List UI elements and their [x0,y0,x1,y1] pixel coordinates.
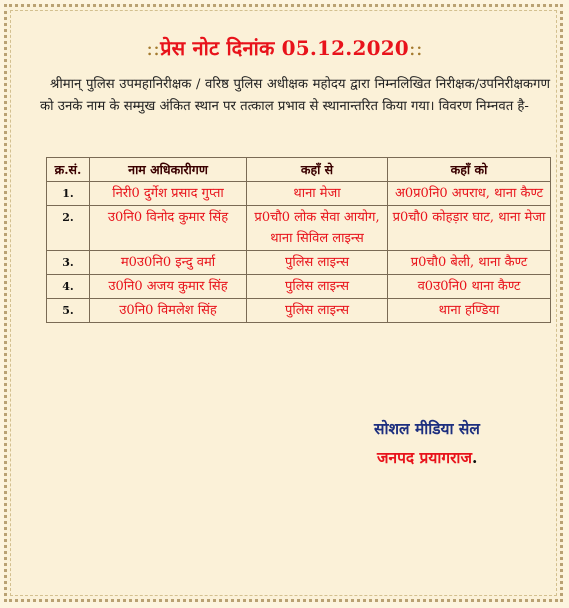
row-serial: 5. [47,299,90,323]
row-serial: 1. [47,182,90,206]
table-row [47,275,551,299]
col-header-to: कहाँ को [388,158,551,182]
row-to: प्र0चौ0 बेली, थाना कैण्ट [388,251,551,275]
table-row [47,299,551,323]
row-to: प्र0चौ0 कोहड़ार घाट, थाना मेजा [388,206,551,251]
transfer-table [46,157,551,323]
title-prefix: :: [146,36,161,60]
title-text: प्रेस नोट दिनांक 05.12.2020 [160,36,409,60]
row-from: पुलिस लाइन्स [247,251,388,275]
table-row [47,251,551,275]
signature-district [377,446,477,468]
row-officer-name: निरी0 दुर्गेश प्रसाद गुप्ता [90,182,247,206]
row-officer-name: उ0नि0 विमलेश सिंह [90,299,247,323]
title-suffix: :: [408,36,423,60]
table-header-row [47,158,551,182]
intro-paragraph: श्रीमान् पुलिस उपमहानिरीक्षक / वरिष्ठ पुलिस अधीक्षक महोदय द्वारा निम्नलिखित निरीक्षक/उपनिरीक्षकगण को उनके नाम के सम्मुख अंकित स्थान पर तत्काल प्रभाव से स्थानान्तरित किया गया। विवरण निम्नवत है- [40,77,550,114]
signature-department: सोशल मीडिया सेल [374,419,480,438]
row-to: व0उ0नि0 थाना कैण्ट [388,275,551,299]
row-to: अ0प्र0नि0 अपराध, थाना कैण्ट [388,182,551,206]
col-header-officer: नाम अधिकारीगण [90,158,247,182]
signature-period: . [471,448,478,467]
row-serial: 3. [47,251,90,275]
table-row [47,182,551,206]
row-from: पुलिस लाइन्स [247,299,388,323]
col-header-from: कहाँ से [247,158,388,182]
row-officer-name: म0उ0नि0 इन्दु वर्मा [90,251,247,275]
row-from: प्र0चौ0 लोक सेवा आयोग, थाना सिविल लाइन्स [247,206,388,251]
row-officer-name: उ0नि0 विनोद कुमार सिंह [90,206,247,251]
row-serial: 4. [47,275,90,299]
signature-district-text: जनपद प्रयागराज [377,448,472,467]
press-note-title [0,34,569,61]
col-header-serial: क्र.सं. [47,158,90,182]
row-from: पुलिस लाइन्स [247,275,388,299]
row-to: थाना हण्डिया [388,299,551,323]
table-row [47,206,551,251]
row-from: थाना मेजा [247,182,388,206]
row-officer-name: उ0नि0 अजय कुमार सिंह [90,275,247,299]
row-serial: 2. [47,206,90,251]
